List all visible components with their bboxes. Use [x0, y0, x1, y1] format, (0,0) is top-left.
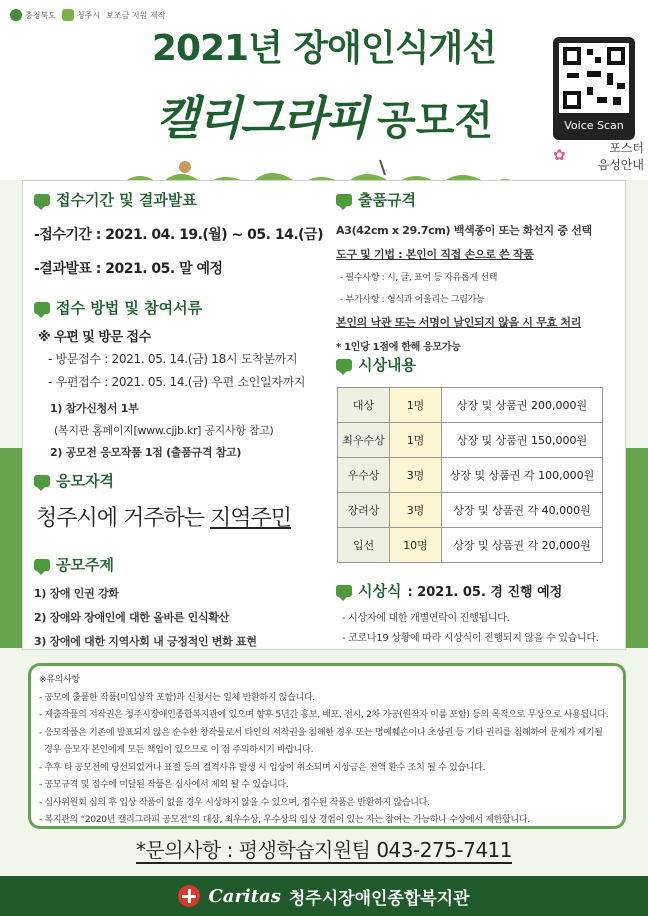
notice-item: - 공모규격 및 접수에 미달된 작품은 심사에서 제외 될 수 있습니다. — [39, 780, 289, 790]
ceremony-note: - 코로나19 상황에 따라 시상식이 진행되지 않을 수 있습니다. — [342, 633, 599, 644]
doc1-note: (복지관 홈페이지[www.cjjb.kr] 공지사항 참고) — [54, 424, 274, 437]
ceremony-heading: 시상식 — [358, 582, 402, 600]
voice-scan-label: Voice Scan — [564, 119, 624, 132]
period-heading: 접수기간 및 결과발표 — [56, 191, 197, 209]
topic-item: 2) 장애와 장애인에 대한 올바른 인식확산 — [34, 611, 229, 624]
eligibility-section — [34, 470, 329, 532]
awards-section — [336, 354, 618, 375]
prize-cell: 대상 — [338, 388, 390, 423]
topic-item: 3) 장애에 대한 지역사회 내 긍정적인 변화 표현 — [34, 635, 257, 648]
table-row — [338, 493, 603, 528]
topic-section — [34, 554, 329, 649]
caritas-brand: Caritas — [208, 885, 281, 907]
center-name: 청주시장애인종합복지관 — [288, 888, 470, 909]
reward-cell: 상장 및 상품권 200,000원 — [442, 388, 603, 423]
method-sub: ※ 우편 및 방문 접수 — [38, 330, 151, 345]
count-cell: 1명 — [390, 388, 442, 423]
poster-guide-line2: 음성안내 — [597, 158, 644, 172]
notice-item: - 공모에 출품한 작품(미입상작 포함)과 신청서는 일체 반환하지 않습니다. — [39, 692, 315, 703]
speech-bubble-icon — [336, 194, 352, 206]
inquiry-text: *문의사항 : 평생학습지원팀 043-275-7411 — [135, 838, 512, 862]
org2-label: 청주시 — [76, 10, 101, 20]
method-heading: 접수 방법 및 참여서류 — [56, 299, 203, 317]
notice-box — [28, 663, 626, 829]
page-title: 2021년 장애인식개선 — [151, 28, 497, 69]
notice-item: - 추후 타 공모전에 당선되었거나 표절 등의 결격사유 발생 시 입상이 취소되며 시상금은 전액 환수 조치 될 수 있습니다. — [39, 762, 486, 773]
flower-icon: ✿ — [553, 146, 566, 164]
prize-cell: 장려상 — [338, 493, 390, 528]
contest-word: 공모전 — [377, 98, 494, 144]
awards-heading: 시상내용 — [358, 356, 416, 374]
count-cell: 1명 — [390, 423, 442, 458]
eligibility-underlined: 지역주민 — [210, 506, 292, 531]
awards-table — [337, 387, 603, 563]
eligibility-prefix: 청주시에 거주하는 — [36, 506, 211, 531]
method-section — [34, 297, 329, 460]
count-cell: 3명 — [390, 493, 442, 528]
prize-cell: 최우수상 — [338, 423, 390, 458]
visit-apply: - 방문접수 : 2021. 05. 14.(금) 18시 도착분까지 — [48, 352, 298, 366]
reward-cell: 상장 및 상품권 각 40,000원 — [442, 493, 603, 528]
reward-cell: 상장 및 상품권 각 100,000원 — [442, 458, 603, 493]
doc1: 1) 참가신청서 1부 — [50, 402, 139, 415]
table-row — [338, 528, 603, 563]
notice-item: - 복지관의 “2020년 캘리그라피 공모전”의 대상, 최우수상, 우수상의 입상 경험이 있는 자는 참여는 가능하나 수상에서 제한합니다. — [39, 815, 530, 825]
ceremony-date: : 2021. 05. 경 진행 예정 — [407, 585, 563, 600]
org1-label: 충청북도 — [25, 10, 56, 20]
ceremony-note: - 시상자에 대한 개별연락이 진행됩니다. — [342, 613, 510, 624]
table-row — [338, 423, 603, 458]
ceremony-section — [336, 580, 618, 644]
notice-item: 경우 응모자 본인에게 모든 책임이 있으므로 이 점 주의하시기 바랍니다. — [39, 745, 314, 755]
table-row — [338, 458, 603, 493]
topic-heading: 공모주제 — [56, 556, 114, 574]
notice-heading: ※유의사항 — [39, 675, 80, 685]
contest-title — [0, 82, 648, 148]
notice-item: - 제출작품의 저작권은 청주시장애인종합복지관에 있으며 향후 5년간 홍보, 배포, 전시, 2차 가공(원작자 이름 포함) 등의 목적으로 무상으로 사용됩니다. — [39, 710, 609, 720]
speech-bubble-icon — [34, 559, 50, 571]
poster-guide-line1: 포스터 — [609, 141, 644, 155]
table-row — [338, 388, 603, 423]
count-cell: 10명 — [390, 528, 442, 563]
eligibility-heading: 응모자격 — [56, 472, 114, 490]
notice-item: - 응모작품은 기존에 발표되지 않은 순수한 창작물로서 타인의 저작권을 침해한 경우 또는 명예훼손이나 초상권 등 기타 권리를 침해하여 문제가 제기될 — [39, 727, 603, 738]
reward-cell: 상장 및 상품권 각 20,000원 — [442, 528, 603, 563]
spec-paper: A3(42cm x 29.7cm) 백색종이 또는 화선지 중 선택 — [336, 224, 592, 237]
qr-code-icon — [559, 43, 629, 113]
topic-item: 1) 장애 인권 강화 — [34, 587, 119, 600]
prize-cell: 입선 — [338, 528, 390, 563]
count-cell: 3명 — [390, 458, 442, 493]
poster-header — [0, 0, 648, 180]
caritas-cross-icon — [178, 885, 200, 907]
subsidy-note: 보조금 지원 제작 — [106, 10, 166, 20]
spec-limit: * 1인당 1점에 한해 응모가능 — [336, 342, 461, 353]
spec-optional: - 부가사항 : 형식과 어울리는 그림가능 — [340, 295, 485, 305]
prize-cell: 우수상 — [338, 458, 390, 493]
voice-qr-code[interactable] — [553, 37, 635, 140]
doc2: 2) 공모전 응모작품 1점 (출품규격 참고) — [50, 446, 242, 459]
speech-bubble-icon — [34, 302, 50, 314]
spec-section — [336, 189, 618, 353]
spec-required: - 필수사항 : 시, 글, 표어 등 자유롭게 선택 — [340, 273, 498, 283]
speech-bubble-icon — [336, 359, 352, 371]
notice-item: - 심사위원회 심의 후 입상 작품이 없을 경우 시상하지 않을 수 있으며, 접수된 작품은 반환하지 않습니다. — [39, 797, 430, 808]
footer-bar — [0, 876, 648, 916]
mail-apply: - 우편접수 : 2021. 05. 14.(금) 우편 소인일자까지 — [48, 375, 306, 389]
speech-bubble-icon — [336, 585, 352, 597]
spec-warning: 본인의 낙관 또는 서명이 날인되지 않을 시 무효 처리 — [336, 316, 582, 329]
spec-tools: 도구 및 기법 : 본인이 직접 손으로 쓴 작품 — [336, 248, 534, 261]
eligibility-text — [36, 501, 329, 532]
reward-cell: 상장 및 상품권 150,000원 — [442, 423, 603, 458]
inquiry-line — [0, 834, 648, 863]
spec-heading: 출품규격 — [358, 191, 416, 209]
period-section — [34, 189, 329, 278]
speech-bubble-icon — [34, 475, 50, 487]
result-date: -결과발표 : 2021. 05. 말 예정 — [34, 261, 223, 277]
apply-period: -접수기간 : 2021. 04. 19.(월) ~ 05. 14.(금) — [34, 227, 323, 243]
speech-bubble-icon — [34, 194, 50, 206]
calligraphy-title: 캘리그라피 — [154, 91, 368, 145]
